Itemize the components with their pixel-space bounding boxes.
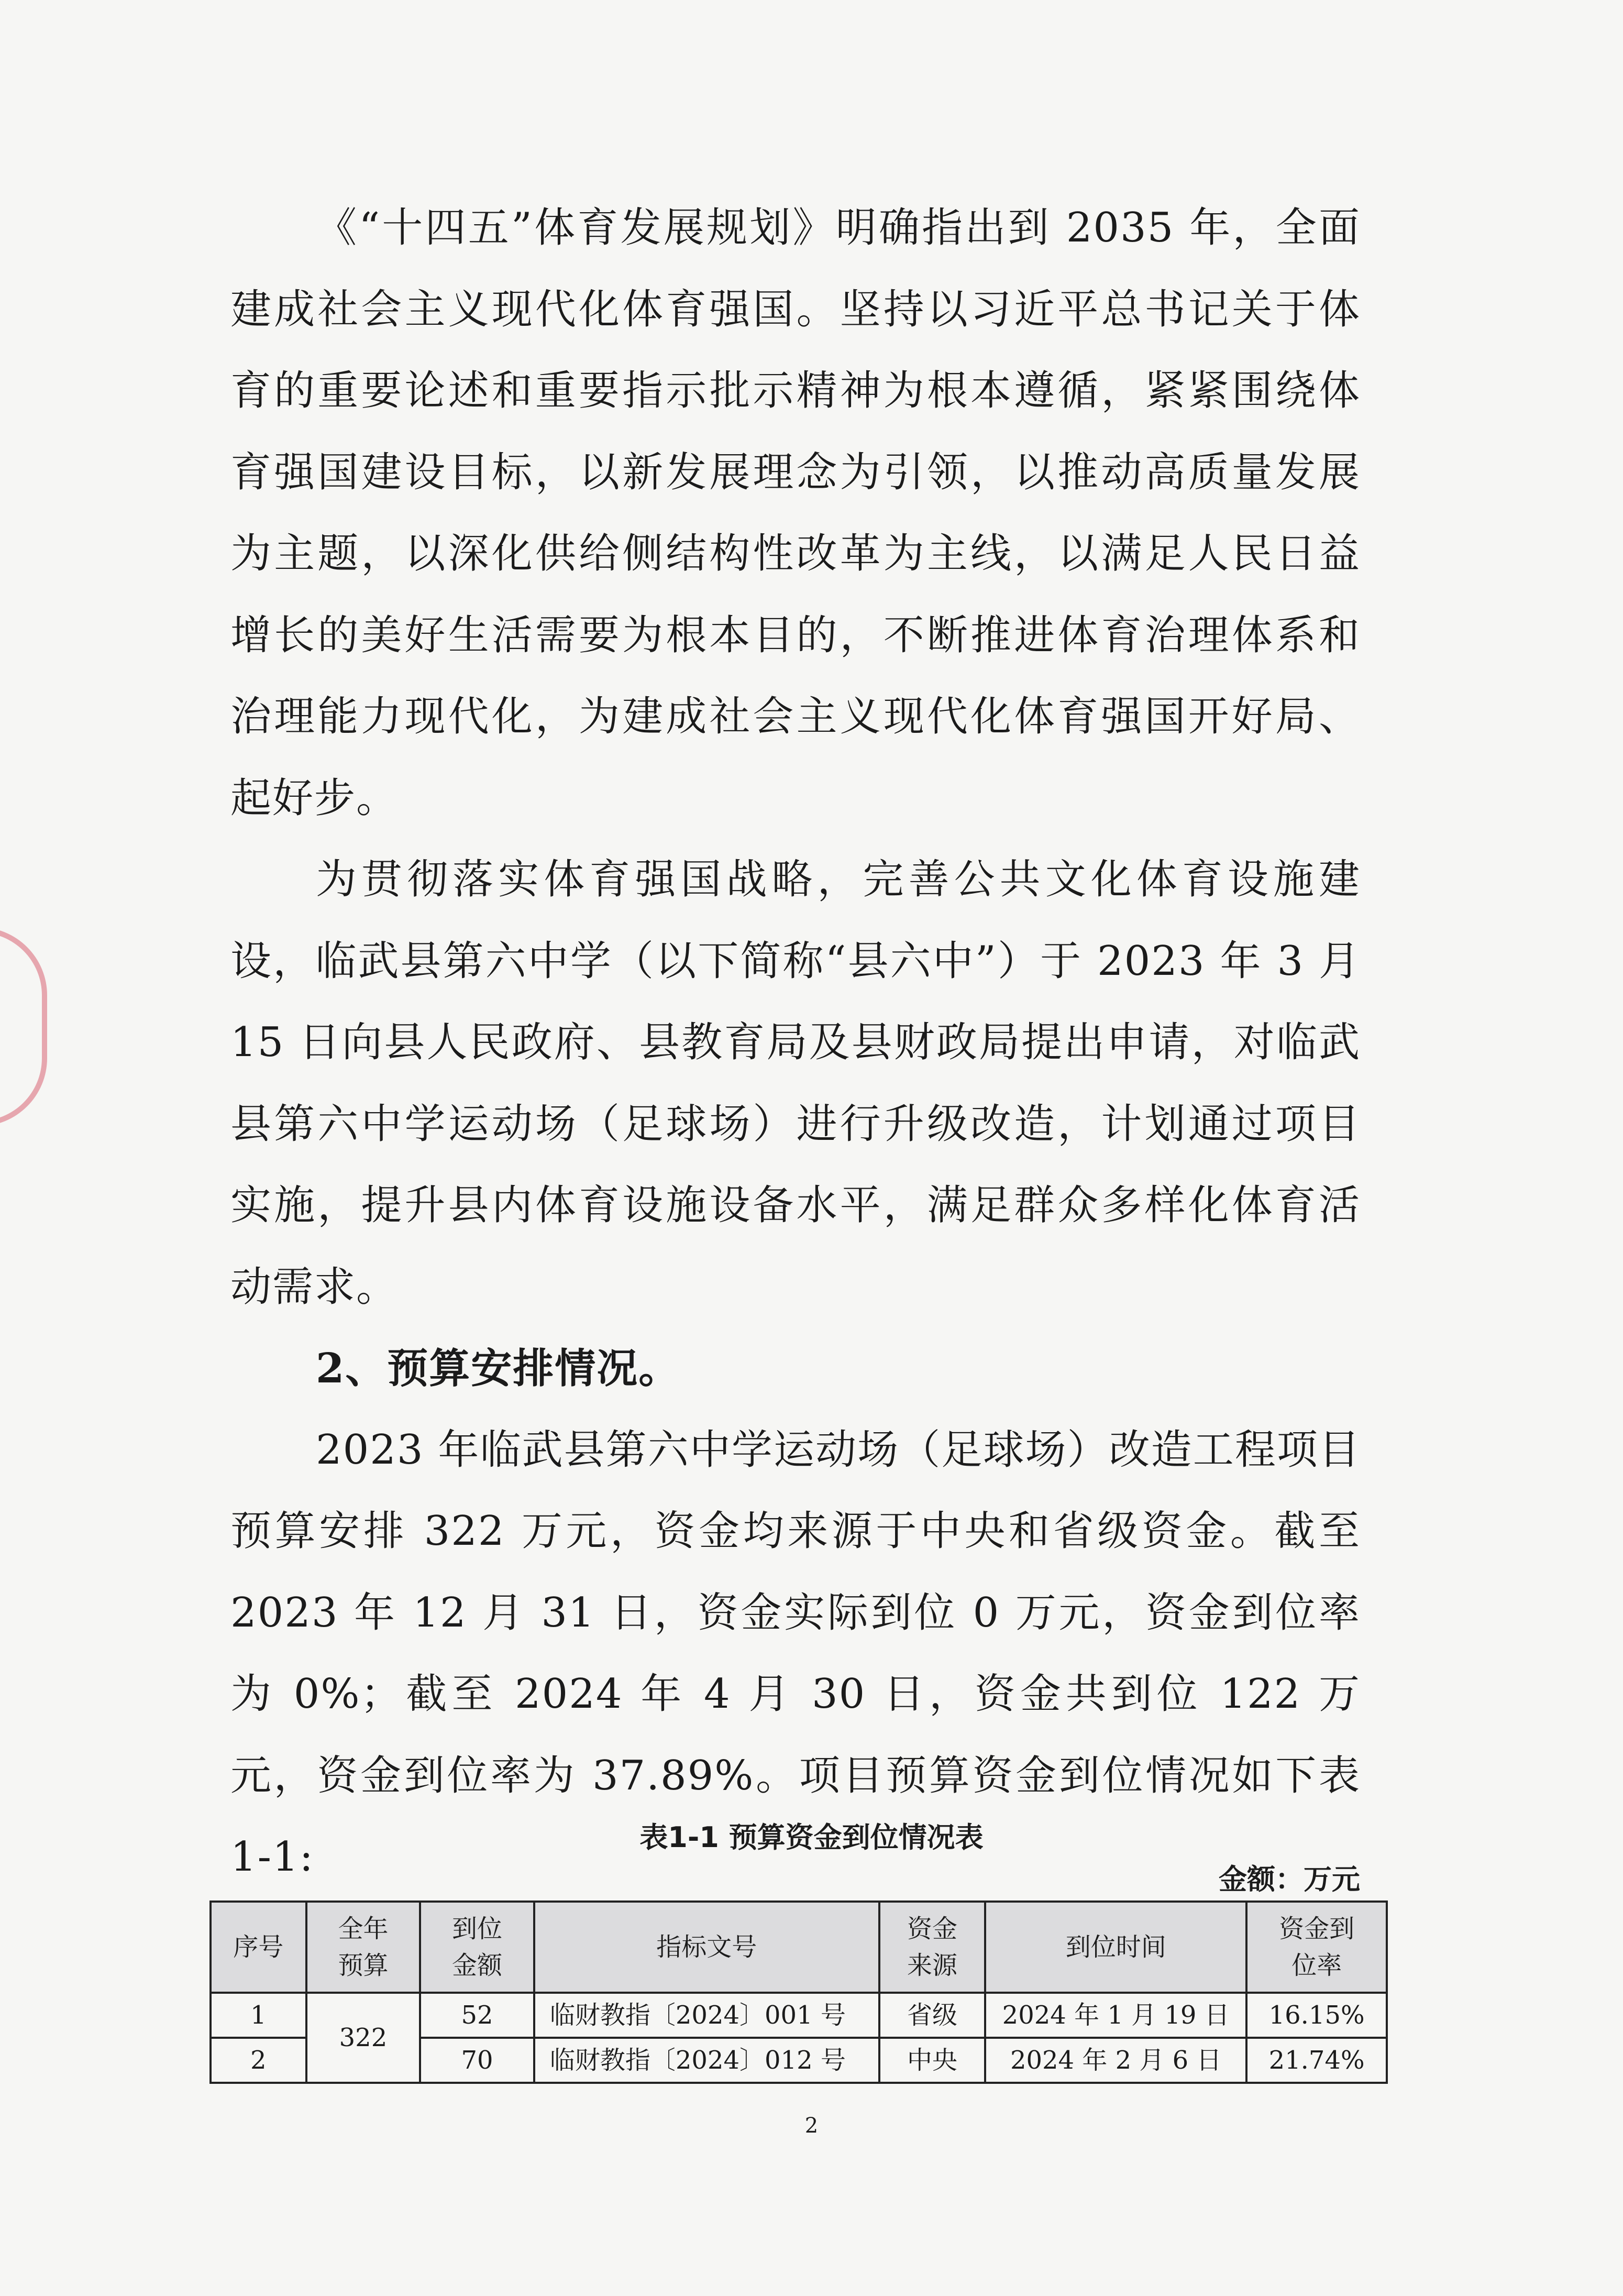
header-annual-budget: 全年 预算 [306, 1902, 421, 1993]
cell-seq: 1 [211, 1993, 306, 2038]
page-number: 2 [804, 2114, 819, 2138]
red-seal-stamp [0, 927, 47, 1126]
table-header-row [211, 1902, 1387, 1993]
cell-doc: 临财教指〔2024〕012 号 [534, 2038, 879, 2083]
table-unit: 金额：万元 [1219, 1863, 1360, 1896]
header-seq: 序号 [211, 1902, 306, 1993]
paragraph-background: 为贯彻落实体育强国战略，完善公共文化体育设施建设，临武县第六中学（以下简称“县六中”）于 2023 年 3 月 15 日向县人民政府、县教育局及县财政局提出申请，对临武县第六中学运动场（足球场）进行升级改造，计划通过项目实施，提升县内体育设施设备水平，满足群众多样化体育活动需求。 [230, 856, 1361, 1311]
body-text [230, 188, 1361, 1898]
cell-amount: 70 [420, 2038, 534, 2083]
paragraph-budget: 2023 年临武县第六中学运动场（足球场）改造工程项目预算安排 322 万元，资金均来源于中央和省级资金。截至 2023 年 12 月 31 日，资金实际到位 0 万元，资金到位率为 0%；截至 2024 年 4 月 30 日，资金共到位 122 万元，资金到位率为 37.89%。项目预算资金到位情况如下表 1-1: [230, 1426, 1361, 1881]
section-heading-budget: 2、预算安排情况。 [316, 1345, 681, 1392]
cell-rate: 16.15% [1246, 1993, 1387, 2038]
cell-doc: 临财教指〔2024〕001 号 [534, 1993, 879, 2038]
cell-seq: 2 [211, 2038, 306, 2083]
cell-rate: 21.74% [1246, 2038, 1387, 2083]
paragraph-plan: 《“十四五”体育发展规划》明确指出到 2035 年，全面建成社会主义现代化体育强国。坚持以习近平总书记关于体育的重要论述和重要指示批示精神为根本遵循，紧紧围绕体育强国建设目标，以新发展理念为引领，以推动高质量发展为主题，以深化供给侧结构性改革为主线，以满足人民日益增长的美好生活需要为根本目的，不断推进体育治理体系和治理能力现代化，为建成社会主义现代化体育强国开好局、起好步。 [230, 204, 1361, 822]
cell-annual-budget: 322 [306, 1993, 421, 2083]
header-arrived-amount: 到位 金额 [420, 1902, 534, 1993]
cell-time: 2024 年 2 月 6 日 [985, 2038, 1246, 2083]
header-fund-source: 资金 来源 [879, 1902, 986, 1993]
cell-source: 省级 [879, 1993, 986, 2038]
table-caption: 表1-1 预算资金到位情况表 [639, 1821, 984, 1854]
header-arrival-time: 到位时间 [985, 1902, 1246, 1993]
table-row [211, 1993, 1387, 2038]
header-arrival-rate: 资金到 位率 [1246, 1902, 1387, 1993]
header-doc-number: 指标文号 [534, 1902, 879, 1993]
budget-arrival-table [209, 1900, 1388, 2084]
cell-amount: 52 [420, 1993, 534, 2038]
cell-time: 2024 年 1 月 19 日 [985, 1993, 1246, 2038]
cell-source: 中央 [879, 2038, 986, 2083]
